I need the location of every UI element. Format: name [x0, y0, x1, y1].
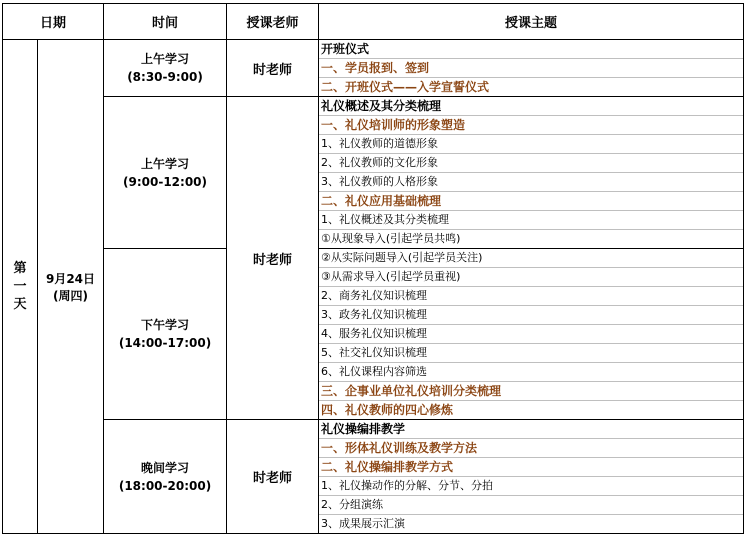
header-teacher: 授课老师 — [227, 4, 319, 40]
topic-cell-1 — [319, 40, 744, 97]
topic-line: 2、分组演练 — [319, 495, 743, 514]
header-time: 时间 — [104, 4, 227, 40]
topic-line: 6、礼仪课程内容筛选 — [319, 362, 743, 381]
topic-line: 三、企事业单位礼仪培训分类梳理 — [319, 381, 743, 400]
topic-cell-4 — [319, 420, 744, 534]
topic-line: 3、成果展示汇演 — [319, 514, 743, 533]
date-text: 9月24日 — [45, 271, 96, 286]
topic-line: 4、服务礼仪知识梳理 — [319, 324, 743, 343]
topic-line: 1、礼仪概述及其分类梳理 — [319, 210, 743, 229]
day-label — [3, 40, 38, 534]
topic-line: 礼仪操编排教学 — [321, 422, 406, 436]
teacher-cell-2: 时老师 — [227, 97, 319, 420]
teacher-cell-4: 时老师 — [227, 420, 319, 534]
session-time: (14:00-17:00) — [118, 336, 212, 350]
session-slot-4 — [104, 420, 227, 534]
topic-line: 二、礼仪操编排教学方式 — [319, 457, 743, 476]
weekday-text: (周四) — [53, 288, 88, 303]
topic-line: 3、礼仪教师的人格形象 — [319, 172, 743, 191]
session-slot-2 — [104, 97, 227, 249]
topic-line: 5、社交礼仪知识梳理 — [319, 343, 743, 362]
day-label-vertical — [3, 260, 37, 314]
topic-line: 2、礼仪教师的文化形象 — [319, 153, 743, 172]
topic-line: 开班仪式 — [321, 42, 370, 56]
topic-line: ③从需求导入(引起学员重视) — [319, 267, 743, 286]
topic-line: ②从实际问题导入(引起学员关注) — [321, 251, 483, 264]
topic-line: 1、礼仪操动作的分解、分节、分拍 — [319, 476, 743, 495]
session-row — [3, 40, 744, 97]
day-label-char: 第 — [13, 260, 27, 276]
topic-line: ①从现象导入(引起学员共鸣) — [319, 229, 743, 248]
topic-line: 二、礼仪应用基础梳理 — [319, 191, 743, 210]
teacher-cell-1: 时老师 — [227, 40, 319, 97]
session-name: 上午学习 — [141, 156, 190, 171]
date-cell — [38, 40, 104, 534]
header-date: 日期 — [3, 4, 104, 40]
topic-line: 二、开班仪式——入学宣誓仪式 — [319, 77, 743, 96]
session-row — [3, 420, 744, 534]
topic-cell-3 — [319, 249, 744, 420]
session-slot-3 — [104, 249, 227, 420]
day-label-char: 天 — [13, 296, 27, 312]
topic-line: 一、形体礼仪训练及教学方法 — [319, 438, 743, 457]
session-row — [3, 249, 744, 420]
topic-line: 一、学员报到、签到 — [319, 58, 743, 77]
topic-line: 3、政务礼仪知识梳理 — [319, 305, 743, 324]
header-topic: 授课主题 — [319, 4, 744, 40]
topic-cell-2 — [319, 97, 744, 249]
topic-line: 四、礼仪教师的四心修炼 — [319, 400, 743, 419]
schedule-table — [2, 3, 744, 534]
topic-line: 2、商务礼仪知识梳理 — [319, 286, 743, 305]
topic-line: 一、礼仪培训师的形象塑造 — [319, 115, 743, 134]
session-time: (8:30-9:00) — [127, 70, 203, 84]
session-time: (9:00-12:00) — [123, 174, 208, 189]
session-row — [3, 97, 744, 249]
header-row — [3, 4, 744, 40]
session-time: (18:00-20:00) — [118, 478, 212, 493]
session-name: 上午学习 — [141, 52, 190, 66]
topic-line: 1、礼仪教师的道德形象 — [319, 134, 743, 153]
topic-line: 礼仪概述及其分类梳理 — [321, 99, 442, 113]
session-name: 晚间学习 — [141, 460, 190, 475]
session-name: 下午学习 — [141, 318, 190, 332]
day-label-char: 一 — [13, 278, 27, 294]
session-slot-1 — [104, 40, 227, 97]
